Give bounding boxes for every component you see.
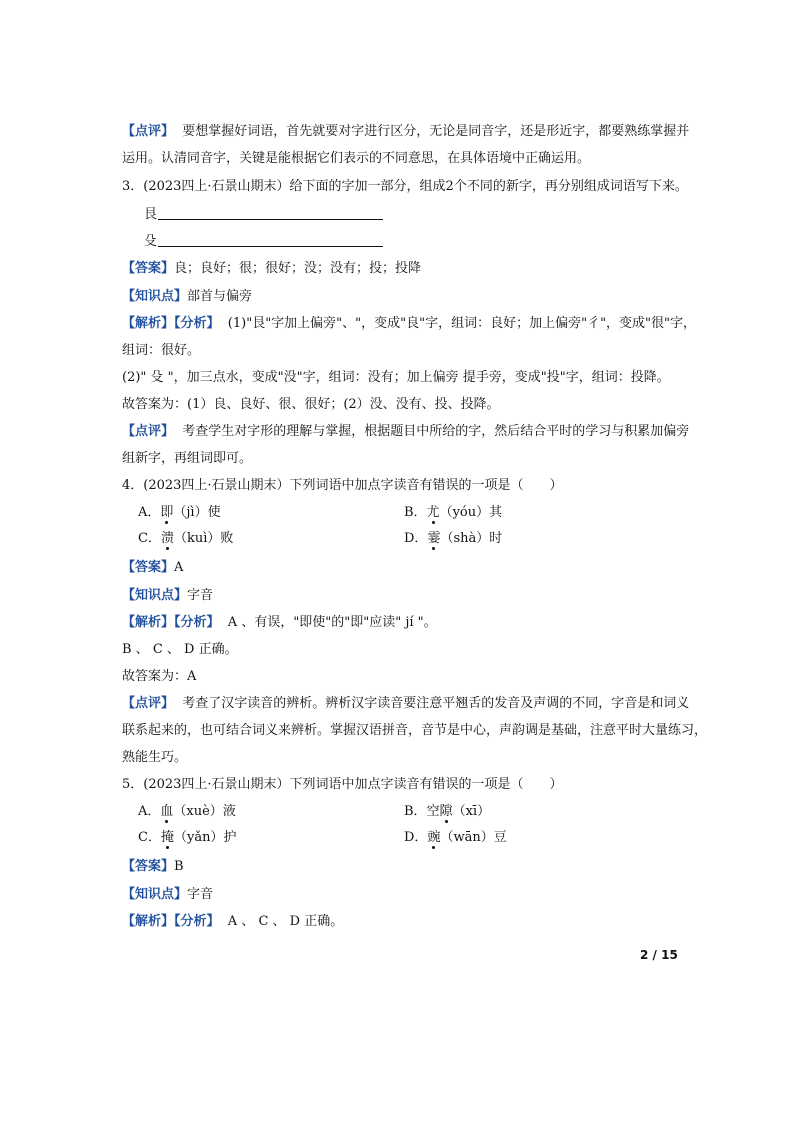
- page-number: 2 / 15: [640, 948, 678, 962]
- analyze-tag: 【分析】: [174, 615, 220, 630]
- answer-line: [122, 259, 682, 279]
- analysis-text: A 、有误，"即使"的"即"应读" jí "。: [227, 615, 437, 630]
- comment-line: 熟能生巧。: [122, 750, 188, 765]
- comment-tag: 【点评】: [122, 424, 175, 439]
- analyze-tag: 【分析】: [174, 914, 220, 929]
- analysis-tag: 【解析】: [122, 615, 175, 630]
- option-a: A．血（xuè）液: [138, 804, 236, 819]
- analysis-line: [122, 314, 697, 334]
- knowledge-tag: 【知识点】: [122, 887, 188, 902]
- option-c: C．溃（kuì）败: [138, 531, 234, 546]
- question-stem: 5．(2023四上·石景山期末）下列词语中加点字读音有错误的一项是（ ）: [122, 777, 563, 792]
- answer-line: [122, 857, 682, 877]
- knowledge-text: 字音: [187, 887, 214, 902]
- knowledge-line: [122, 287, 682, 307]
- knowledge-line: [122, 586, 682, 606]
- analysis-line: B 、 C 、 D 正确。: [122, 642, 238, 657]
- analysis-line: (2)" 殳 "，加三点水，变成"没"字，组词：没有；加上偏旁 提手旁，变成"投"字，组词：投降。: [122, 370, 670, 385]
- conclusion-line: 故答案为：A: [122, 669, 197, 684]
- base-char: 艮: [144, 207, 158, 222]
- base-char: 殳: [144, 234, 158, 249]
- dotted-char: 豌: [427, 830, 441, 845]
- question-stem: 4．(2023四上·石景山期末）下列词语中加点字读音有错误的一项是（ ）: [122, 478, 563, 493]
- dotted-char: 尤: [426, 505, 440, 520]
- comment-text: 考查学生对字形的理解与掌握，根据题目中所给的字，然后结合平时的学习与积累加偏旁: [182, 424, 690, 439]
- answer-blank: [158, 205, 383, 220]
- dotted-char: 霎: [427, 531, 441, 546]
- option-b: B．尤（yóu）其: [404, 505, 503, 520]
- answer-text: A: [174, 560, 184, 575]
- conclusion-line: 故答案为：(1）良、良好、很、很好；(2）没、没有、投、投降。: [122, 397, 500, 412]
- comment-tag: 【点评】: [122, 696, 175, 711]
- option-a: A．即（jì）使: [138, 505, 221, 520]
- answer-tag: 【答案】: [122, 859, 175, 874]
- option-d: D．霎（shà）时: [404, 531, 503, 546]
- question-stem: 3．(2023四上·石景山期末）给下面的字加一部分，组成2个不同的新字，再分别组成词语写下来。: [122, 179, 688, 194]
- answer-tag: 【答案】: [122, 261, 175, 276]
- dotted-char: 掩: [160, 830, 174, 845]
- comment-line: [122, 694, 690, 714]
- comment-line: 联系起来的，也可结合词义来辨析。掌握汉语拼音，音节是中心，声韵调是基础，注意平时大量练习，: [122, 723, 708, 738]
- analysis-tag: 【解析】: [122, 316, 175, 331]
- knowledge-text: 部首与偏旁: [187, 289, 253, 304]
- analyze-tag: 【分析】: [174, 316, 220, 331]
- blank-line-1: [144, 205, 704, 225]
- analysis-line: [122, 912, 682, 932]
- comment-line: [122, 122, 690, 142]
- dotted-char: 溃: [160, 531, 174, 546]
- knowledge-tag: 【知识点】: [122, 588, 188, 603]
- option-b: B．空隙（xī）: [404, 804, 491, 819]
- comment-line: [122, 422, 690, 442]
- knowledge-line: [122, 885, 682, 905]
- analysis-line: 组词：很好。: [122, 343, 201, 358]
- analysis-line: [122, 613, 682, 633]
- analysis-text: A 、 C 、 D 正确。: [227, 914, 344, 929]
- knowledge-text: 字音: [187, 588, 214, 603]
- comment-text: 考查了汉字读音的辨析。辨析汉字读音要注意平翘舌的发音及声调的不同，字音是和词义: [182, 696, 690, 711]
- answer-text: B: [174, 859, 184, 874]
- comment-line: 组新字，再组词即可。: [122, 451, 253, 466]
- answer-blank: [158, 232, 383, 247]
- blank-line-2: [144, 232, 704, 252]
- comment-text: 要想掌握好词语，首先就要对字进行区分，无论是同音字，还是形近字，都要熟练掌握并: [182, 124, 690, 139]
- answer-line: [122, 558, 682, 578]
- analysis-text: (1)"艮"字加上偏旁"、"，变成"良"字，组词：良好；加上偏旁"彳"，变成"很"字，: [227, 316, 697, 331]
- answer-tag: 【答案】: [122, 560, 175, 575]
- option-d: D．豌（wān）豆: [404, 830, 507, 845]
- comment-line: 运用。认清同音字，关键是能根据它们表示的不同意思，在具体语境中正确运用。: [122, 151, 591, 166]
- dotted-char: 隙: [439, 804, 453, 819]
- knowledge-tag: 【知识点】: [122, 289, 188, 304]
- dotted-char: 血: [160, 804, 174, 819]
- option-c: C．掩（yǎn）护: [138, 830, 237, 845]
- answer-text: 良；良好；很；很好；没；没有；投；投降: [174, 261, 422, 276]
- analysis-tag: 【解析】: [122, 914, 175, 929]
- dotted-char: 即: [160, 505, 174, 520]
- comment-tag: 【点评】: [122, 124, 175, 139]
